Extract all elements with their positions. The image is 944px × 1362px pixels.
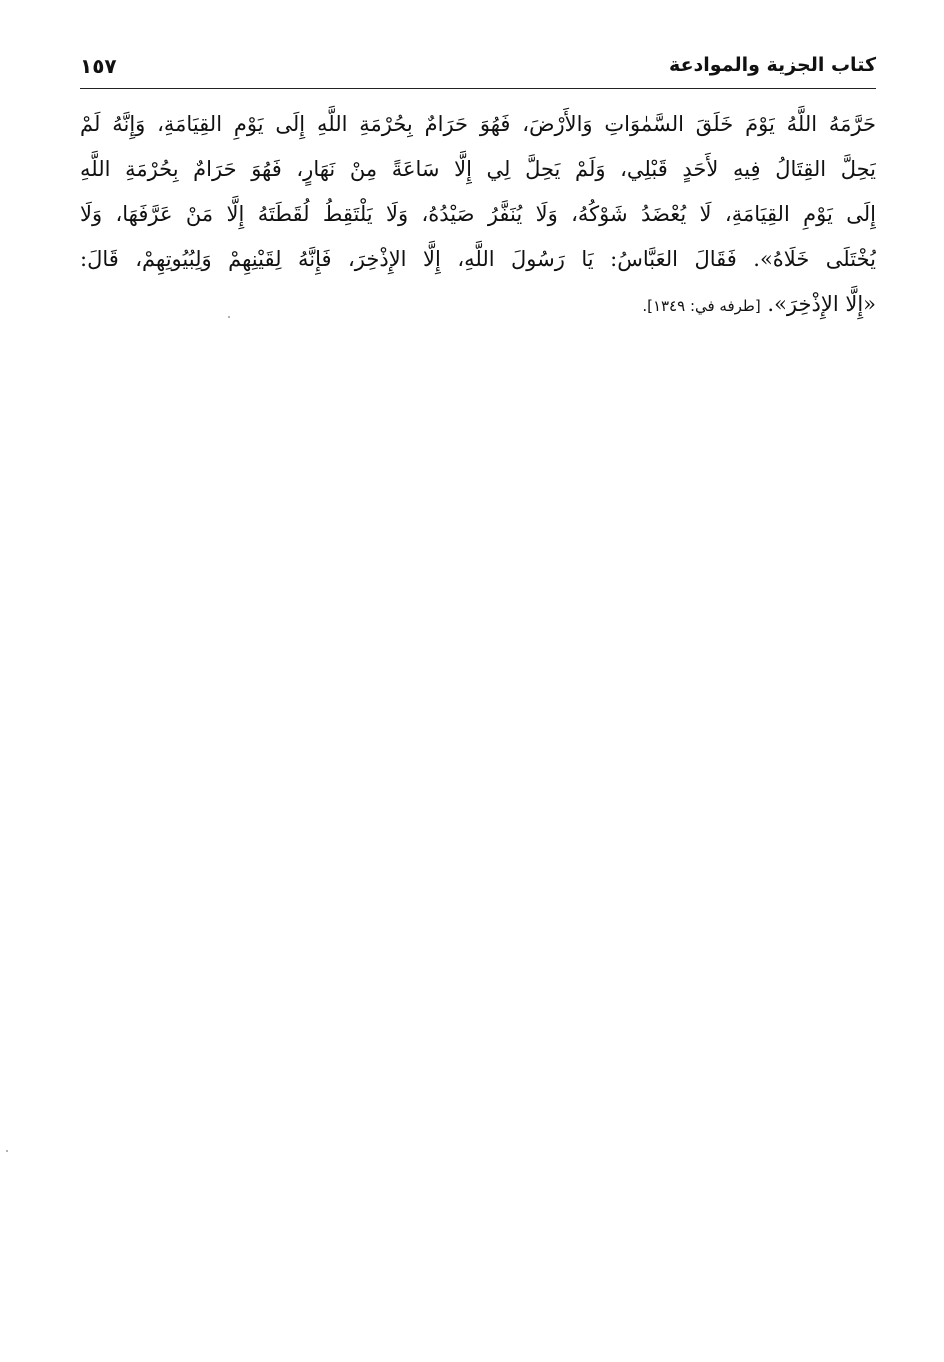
scan-speck (228, 316, 230, 318)
header-divider (80, 88, 876, 89)
text-line: حَرَّمَهُ اللَّهُ يَوْمَ خَلَقَ السَّمٰوَاتِ وَالأَرْضَ، فَهُوَ حَرَامٌ بِحُرْمَةِ اللَّهِ إِلَى يَوْمِ القِيَامَةِ، وَإِنَّهُ لَمْ (80, 112, 876, 136)
scan-speck (6, 1150, 8, 1152)
text-line-final (80, 282, 876, 327)
hadith-text (80, 102, 876, 327)
closing-quote-text: «إِلَّا الإِذْخِرَ». (767, 292, 876, 316)
text-line: إِلَى يَوْمِ القِيَامَةِ، لَا يُعْضَدُ شَوْكُهُ، وَلَا يُنَفَّرُ صَيْدُهُ، وَلَا يَلْتَقِطُ لُقَطَتَهُ إِلَّا مَنْ عَرَّفَهَا، وَلَا (80, 202, 876, 226)
chapter-title: كتاب الجزية والموادعة (669, 54, 876, 76)
text-line: يَحِلَّ القِتَالُ فِيهِ لأَحَدٍ قَبْلِي، وَلَمْ يَحِلَّ لِي إِلَّا سَاعَةً مِنْ نَهَارٍ، فَهُوَ حَرَامٌ بِحُرْمَةِ اللَّهِ (80, 157, 876, 181)
cross-reference: [طرفه في: ١٣٤٩]. (642, 297, 761, 315)
page-header (80, 52, 876, 88)
text-line: يُخْتَلَى خَلَاهُ». فَقَالَ العَبَّاسُ: يَا رَسُولَ اللَّهِ، إِلَّا الإِذْخِرَ، فَإِنَّهُ لِقَيْنِهِمْ وَلِبُيُوتِهِمْ، قَالَ: (80, 247, 876, 271)
page-number: ١٥٧ (80, 54, 117, 78)
